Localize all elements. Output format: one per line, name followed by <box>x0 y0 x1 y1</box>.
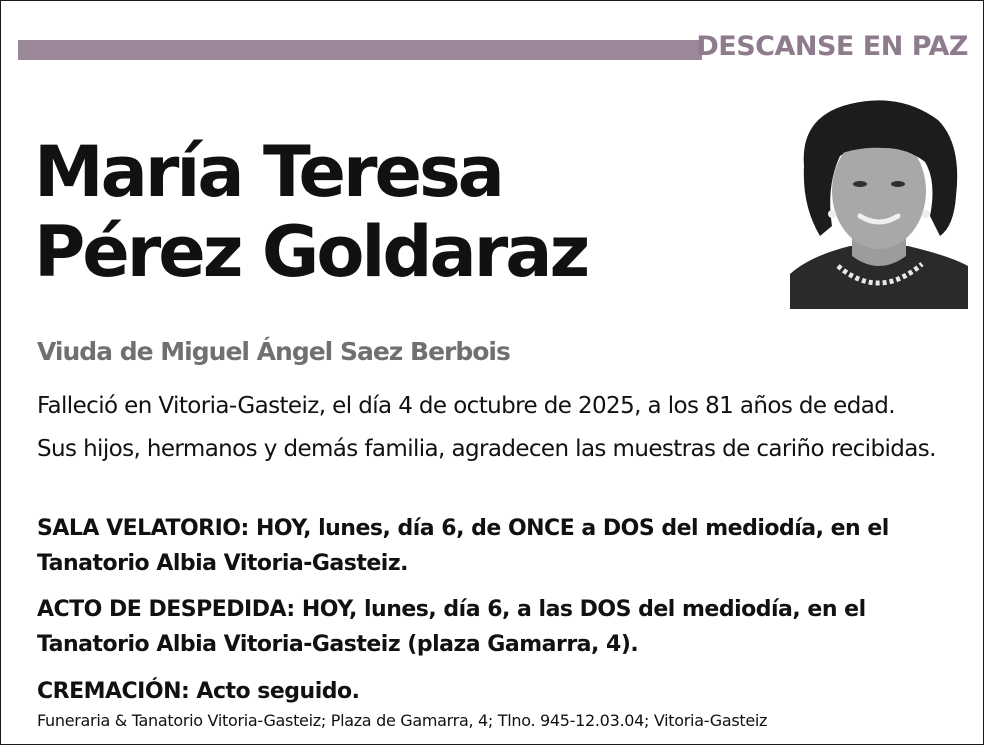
widow-of-subtitle: Viuda de Miguel Ángel Saez Berbois <box>37 337 510 366</box>
portrait-photo <box>790 96 968 309</box>
death-announcement: Falleció en Vitoria-Gasteiz, el día 4 de octubre de 2025, a los 81 años de edad. <box>37 393 895 419</box>
farewell-details: ACTO DE DESPEDIDA: HOY, lunes, día 6, a las DOS del mediodía, en el Tanatorio Albia Vitoria-Gasteiz (plaza Gamarra, 4). <box>37 597 866 657</box>
deceased-name-line1: María Teresa <box>34 131 502 213</box>
deceased-name-line2: Pérez Goldaraz <box>34 211 588 293</box>
deceased-name <box>34 132 774 292</box>
cremation-details: CREMACIÓN: Acto seguido. <box>37 679 360 704</box>
funeral-home-footer: Funeraria & Tanatorio Vitoria-Gasteiz; Plaza de Gamarra, 4; Tlno. 945-12.03.04; Vitoria-Gasteiz <box>37 711 768 730</box>
header-label: DESCANSE EN PAZ <box>696 31 968 62</box>
wake-details: SALA VELATORIO: HOY, lunes, día 6, de ONCE a DOS del mediodía, en el Tanatorio Albia Vitoria-Gasteiz. <box>37 516 889 576</box>
header-bar <box>18 40 702 60</box>
family-thanks: Sus hijos, hermanos y demás familia, agradecen las muestras de cariño recibidas. <box>37 436 936 462</box>
